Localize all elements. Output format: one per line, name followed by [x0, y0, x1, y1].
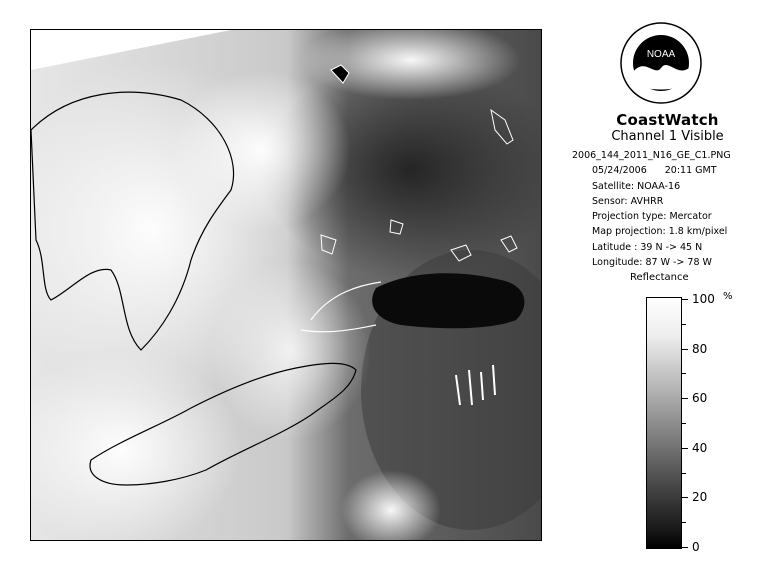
colorbar-tick-label: 100: [692, 292, 715, 306]
filename-label: 2006_144_2011_N16_GE_C1.PNG: [572, 150, 731, 161]
colorbar-minor-tick: [682, 423, 686, 424]
projection-type-label: Projection type: Mercator: [592, 211, 712, 223]
product-subtitle: Channel 1 Visible: [611, 129, 724, 144]
logo-text: NOAA: [646, 49, 676, 60]
colorbar-tick-label: 80: [692, 341, 708, 356]
colorbar-tick-label: 40: [692, 440, 708, 455]
satellite-scene: [31, 30, 542, 541]
satellite-label: Satellite: NOAA-16: [592, 180, 681, 192]
map-projection-label: Map projection: 1.8 km/pixel: [592, 226, 728, 238]
colorbar-tick: [682, 398, 688, 399]
lake-ontario: [372, 273, 524, 328]
longitude-label: Longitude: 87 W -> 78 W: [592, 257, 712, 269]
sensor-label: Sensor: AVHRR: [592, 195, 664, 207]
colorbar-minor-tick: [682, 324, 686, 325]
colorbar-title: Reflectance: [630, 272, 689, 283]
colorbar-tick: [682, 497, 688, 498]
latitude-label: Latitude : 39 N -> 45 N: [592, 241, 703, 253]
colorbar-minor-tick: [682, 473, 686, 474]
colorbar-minor-tick: [682, 373, 686, 374]
metadata-panel: [572, 148, 777, 270]
colorbar-tick: [682, 448, 688, 449]
colorbar-tick: [682, 349, 688, 350]
colorbar-tick: [682, 299, 688, 300]
time-label: 20:11 GMT: [664, 165, 717, 177]
colorbar-tick: [682, 547, 688, 548]
colorbar-minor-tick: [682, 522, 686, 523]
date-label: 05/24/2006: [592, 165, 647, 177]
noaa-logo-icon: [620, 22, 702, 104]
colorbar-tick-label: 20: [692, 490, 708, 505]
brand-title: CoastWatch: [616, 111, 719, 129]
colorbar-unit: %: [723, 291, 733, 302]
datetime-label: [572, 163, 777, 178]
colorbar-tick-label: 0: [692, 540, 700, 554]
reflectance-colorbar: [646, 297, 682, 549]
colorbar-tick-label: 60: [692, 391, 708, 406]
satellite-image: [30, 29, 542, 541]
